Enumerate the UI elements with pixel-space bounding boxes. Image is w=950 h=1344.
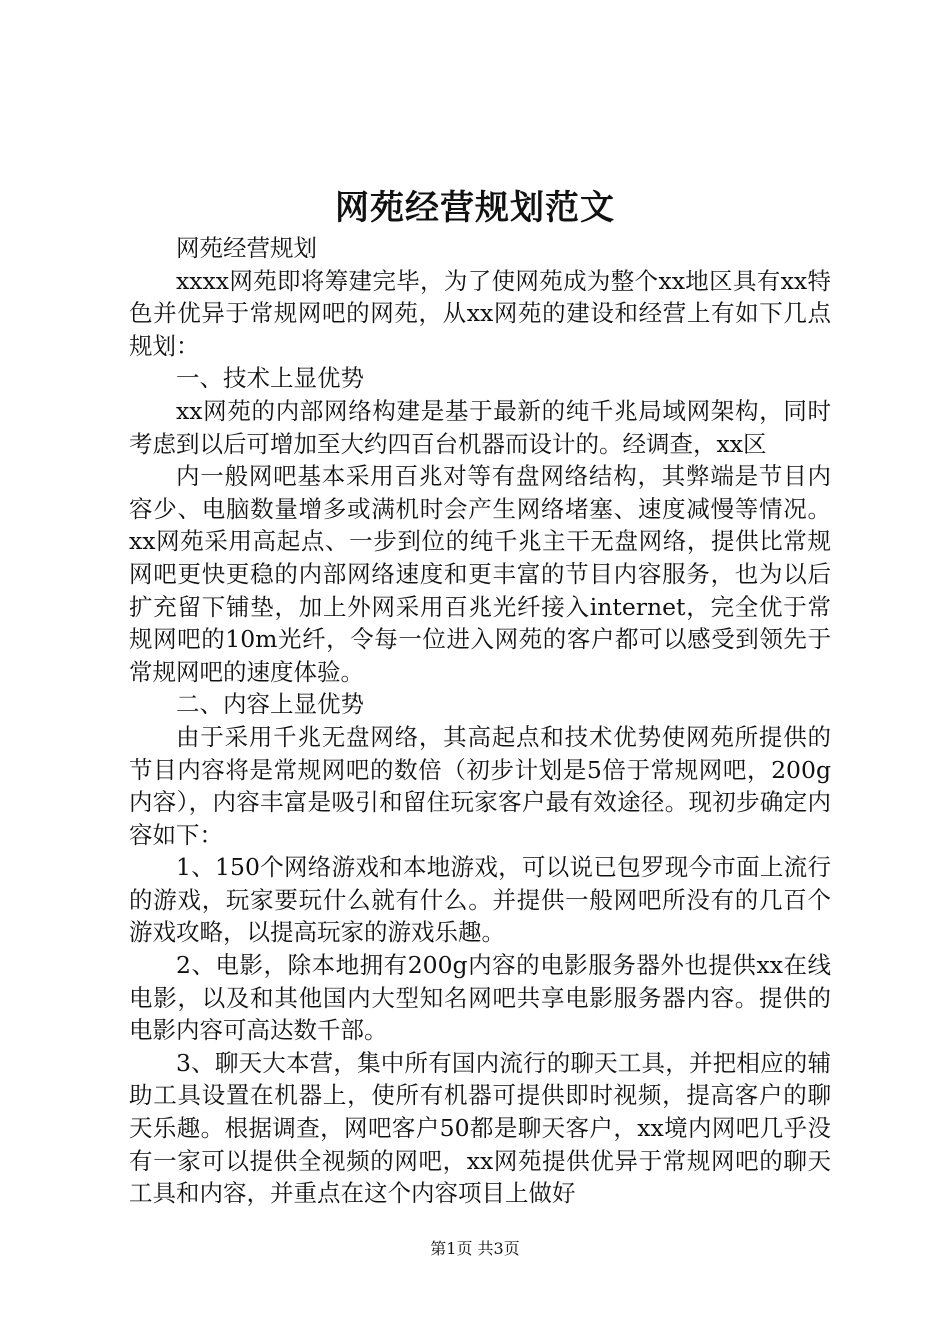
paragraph-content-advantage: 由于采用千兆无盘网络，其高起点和技术优势使网苑所提供的节目内容将是常规网吧的数倍（初步计划是5倍于常规网吧，200g内容），内容丰富是吸引和留住玩家客户最有效途径。现初步确定内容如下： xyxy=(129,722,831,849)
section-heading-content: 二、内容上显优势 xyxy=(176,690,364,719)
document-title: 网苑经营规划范文 xyxy=(335,188,615,228)
list-item-chat: 3、聊天大本营，集中所有国内流行的聊天工具，并把相应的辅助工具设置在机器上，使所有机器可提供即时视频，提高客户的聊天乐趣。根据调查，网吧客户50都是聊天客户，xx境内网吧几乎没有一家可以提供全视频的网吧，xx网苑提供优异于常规网吧的聊天工具和内容，并重点在这个内容项目上做好 xyxy=(129,1048,831,1208)
paragraph-network-architecture: xx网苑的内部网络构建是基于最新的纯千兆局域网架构，同时考虑到以后可增加至大约四百台机器而设计的。经调查，xx区 xyxy=(129,396,831,458)
page-number-footer: 第1页 共3页 xyxy=(430,1239,520,1258)
list-item-movies: 2、电影，除本地拥有200g内容的电影服务器外也提供xx在线电影，以及和其他国内大型知名网吧共享电影服务器内容。提供的电影内容可高达数千部。 xyxy=(129,951,831,1045)
list-item-games: 1、150个网络游戏和本地游戏，可以说已包罗现今市面上流行的游戏，玩家要玩什么就有什么。并提供一般网吧所没有的几百个游戏攻略，以提高玩家的游戏乐趣。 xyxy=(129,853,831,947)
paragraph-network-comparison: 内一般网吧基本采用百兆对等有盘网络结构，其弊端是节目内容少、电脑数量增多或满机时会产生网络堵塞、速度减慢等情况。xx网苑采用高起点、一步到位的纯千兆主干无盘网络，提供比常规网吧更快更稳的内部网络速度和更丰富的节目内容服务，也为以后扩充留下铺垫，加上外网采用百兆光纤接入internet，完全优于常规网吧的10m光纤，令每一位进入网苑的客户都可以感受到领先于常规网吧的速度体验。 xyxy=(129,462,831,686)
paragraph-intro: xxxx网苑即将筹建完毕，为了使网苑成为整个xx地区具有xx特色并优异于常规网吧的网苑，从xx网苑的建设和经营上有如下几点规划： xyxy=(129,266,831,360)
document-body xyxy=(129,232,831,1210)
section-heading-technology: 一、技术上显优势 xyxy=(176,364,364,393)
paragraph-heading-plan: 网苑经营规划 xyxy=(176,234,317,262)
